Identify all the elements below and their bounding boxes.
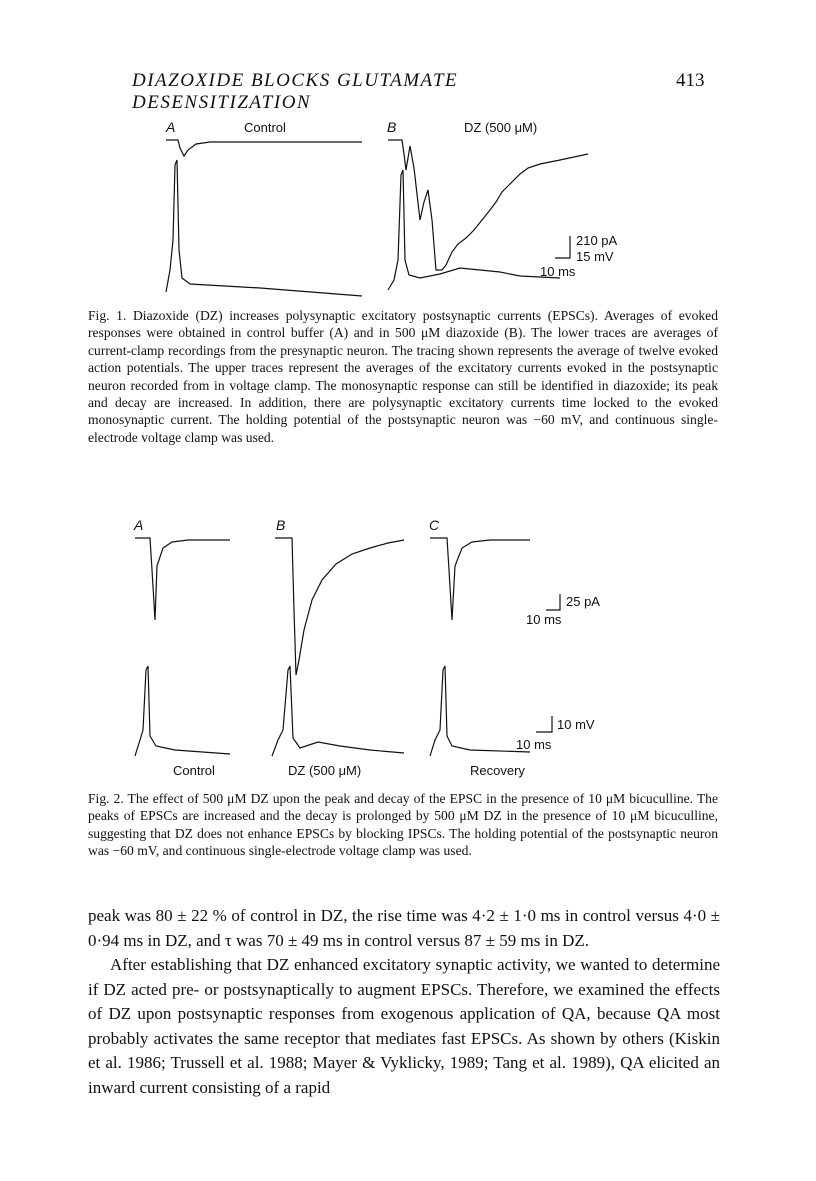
fig2-a-epsc-trace (135, 538, 230, 620)
fig2-panel-b-letter: B (276, 517, 286, 533)
fig2-panel-c-letter: C (429, 517, 440, 533)
body-paragraph-1: peak was 80 ± 22 % of control in DZ, the rise time was 4·2 ± 1·0 ms in control versus 4·0 ± 0·94 ms in DZ, and τ was 70 ± 49 ms in control versus 87 ± 59 ms in DZ. (88, 906, 720, 950)
fig1-panel-b-label: DZ (500 μM) (464, 120, 538, 135)
running-header: DIAZOXIDE BLOCKS GLUTAMATE DESENSITIZATION (132, 70, 459, 113)
figure-1-caption-text: Fig. 1. Diazoxide (DZ) increases polysynaptic excitatory postsynaptic currents (EPSCs). Averages of evoked responses were obtained in control buffer (A) and in 500 μM diazoxide (B). The lower traces are averages of current-clamp recordings from the presynaptic neuron. The tracing shown represents the average of twelve evoked action potentials. The upper traces represent the averages of the excitatory currents evoked in the postsynaptic neuron recorded from in voltage clamp. The monosynaptic response can still be identified in diazoxide; its peak and decay are increased. In addition, there are polysynaptic excitatory currents time locked to the evoked monosynaptic current. The holding potential of the postsynaptic neuron was −60 mV, and continuous single-electrode voltage clamp was used. (88, 308, 718, 445)
fig1-scale-current: 210 pA (576, 233, 618, 248)
fig2-b-action-potential-trace (272, 666, 404, 756)
fig2-c-epsc-trace (430, 538, 530, 620)
fig1-a-action-potential-trace (166, 160, 362, 296)
fig2-scale-time-upper: 10 ms (526, 612, 562, 627)
fig1-panel-a-letter: A (166, 119, 176, 135)
fig2-panel-a-letter: A (134, 517, 144, 533)
fig2-a-action-potential-trace (135, 666, 230, 756)
fig2-current-scale-bar (546, 594, 560, 610)
fig2-scale-voltage: 10 mV (557, 717, 595, 732)
fig2-scale-current: 25 pA (566, 594, 600, 609)
fig2-label-recovery: Recovery (470, 763, 525, 778)
fig1-scale-voltage: 15 mV (576, 249, 614, 264)
fig2-b-epsc-trace (275, 538, 404, 675)
fig2-label-control: Control (173, 763, 215, 778)
fig2-voltage-scale-bar (536, 716, 552, 732)
fig1-panel-a-label: Control (244, 120, 286, 135)
figure-2 (0, 510, 816, 790)
fig1-b-epsc-trace (388, 140, 588, 270)
fig2-label-dz: DZ (500 μM) (288, 763, 362, 778)
fig2-scale-time-lower: 10 ms (516, 737, 552, 752)
fig1-scale-time: 10 ms (540, 264, 576, 279)
figure-2-caption-text: Fig. 2. The effect of 500 μM DZ upon the peak and decay of the EPSC in the presence of 10 μM bicuculline. The peaks of EPSCs are increased and the decay is prolonged by 500 μM DZ in the presence of 10 μM bicuculline, suggesting that DZ does not enhance EPSCs by blocking IPSCs. The holding potential of the postsynaptic neuron was −60 mV, and continuous single-electrode voltage clamp was used. (88, 791, 718, 859)
fig1-a-epsc-trace (166, 140, 362, 156)
page-number: 413 (676, 70, 705, 91)
fig1-panel-b-letter: B (387, 119, 397, 135)
fig2-c-action-potential-trace (430, 666, 530, 756)
body-text (88, 904, 720, 1100)
body-paragraph-2: After establishing that DZ enhanced excitatory synaptic activity, we wanted to determine if DZ acted pre- or postsynaptically to augment EPSCs. Therefore, we examined the effects of DZ upon postsynaptic responses from exogenous application of QA, because QA most probably activates the same receptor that mediates fast EPSCs. As shown by others (Kiskin et al. 1986; Trussell et al. 1988; Mayer & Vyklicky, 1989; Tang et al. 1989), QA elicited an inward current consisting of a rapid (88, 955, 720, 1097)
fig1-scale-bar (555, 236, 570, 258)
figure-2-caption (88, 790, 718, 860)
figure-1-caption (88, 307, 718, 446)
